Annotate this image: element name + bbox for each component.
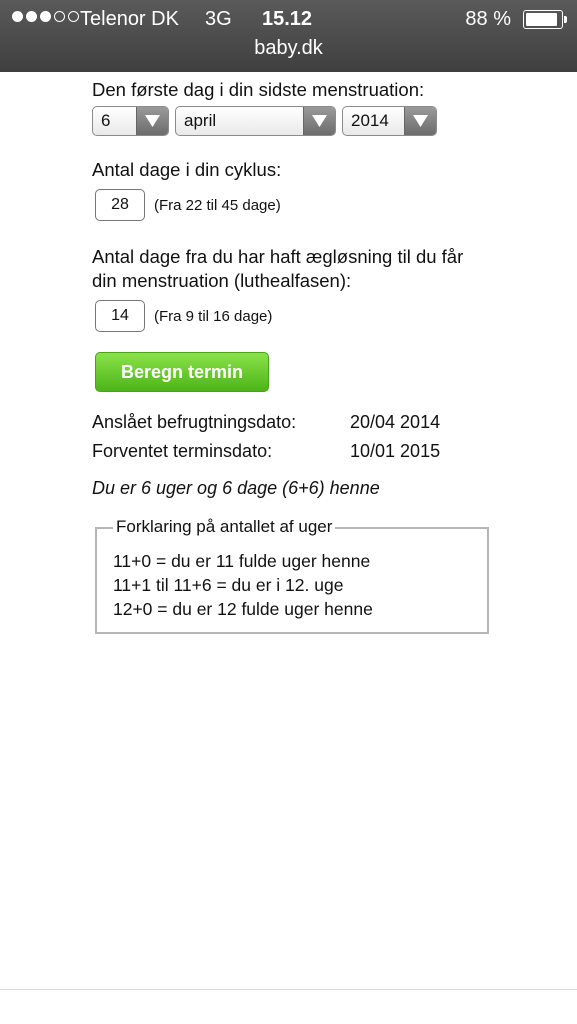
conception-value: 20/04 2014 (350, 412, 441, 432)
luteal-label-line1: Antal dage fra du har haft ægløsning til du får (92, 246, 464, 267)
month-select-value: april (184, 111, 217, 130)
explanation-box (95, 517, 489, 634)
chevron-down-icon (303, 107, 335, 135)
signal-strength-icon (12, 11, 79, 22)
calculate-due-date-button[interactable]: Beregn termin (95, 352, 269, 392)
cycle-label: Antal dage i din cyklus: (92, 159, 282, 180)
network-type: 3G (205, 8, 232, 30)
explanation-line: 11+1 til 11+6 = du er i 12. uge (113, 575, 344, 595)
month-select[interactable] (175, 106, 336, 136)
chevron-down-icon (136, 107, 168, 135)
status-bar (0, 0, 577, 72)
pregnancy-summary: Du er 6 uger og 6 dage (6+6) henne (92, 478, 380, 498)
year-select[interactable] (342, 106, 437, 136)
due-value: 10/01 2015 (350, 441, 441, 461)
address-bar-url[interactable]: baby.dk (254, 37, 323, 59)
explanation-line: 12+0 = du er 12 fulde uger henne (113, 599, 373, 619)
conception-label: Anslået befrugtningsdato: (92, 412, 297, 432)
divider (0, 989, 577, 990)
period-label: Den første dag i din sidste menstruation: (92, 79, 425, 100)
luteal-label-line2: din menstruation (luthealfasen): (92, 270, 352, 291)
battery-percent: 88 % (465, 8, 511, 30)
chevron-down-icon (404, 107, 436, 135)
day-select-value: 6 (101, 111, 111, 130)
explanation-line: 11+0 = du er 11 fulde uger henne (113, 551, 371, 571)
luteal-phase-input[interactable]: 14 (95, 300, 145, 332)
battery-icon (523, 10, 567, 29)
luteal-hint: (Fra 9 til 16 dage) (154, 307, 273, 325)
due-date-row (92, 437, 512, 466)
cycle-hint: (Fra 22 til 45 dage) (154, 196, 281, 214)
explanation-legend: Forklaring på antallet af uger (113, 517, 335, 537)
due-label: Forventet terminsdato: (92, 441, 273, 461)
conception-date-row (92, 408, 512, 437)
carrier-name: Telenor DK (80, 8, 179, 30)
due-date-calculator (92, 78, 512, 634)
cycle-length-input[interactable]: 28 (95, 189, 145, 221)
clock: 15.12 (262, 8, 313, 30)
day-select[interactable] (92, 106, 169, 136)
year-select-value: 2014 (351, 111, 389, 130)
